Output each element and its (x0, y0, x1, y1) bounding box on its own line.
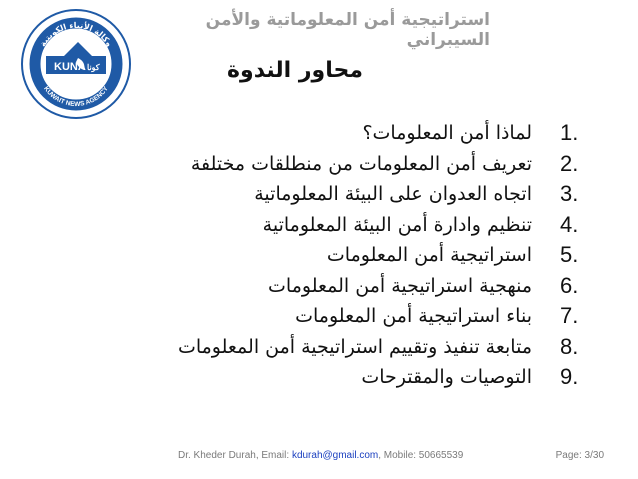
svg-text:KUWAIT NEWS AGENCY: KUWAIT NEWS AGENCY (42, 85, 110, 109)
kuna-logo-icon (20, 8, 132, 120)
list-item-text: اتجاه العدوان على البيئة المعلوماتية (254, 183, 532, 205)
list-item-number: 1. (560, 120, 579, 145)
list-item-text: تنظيم وادارة أمن البيئة المعلوماتية (262, 213, 532, 236)
footer-page-number: Page: 3/30 (555, 450, 604, 461)
list-item-text: تعريف أمن المعلومات من منطلقات مختلفة (190, 152, 532, 175)
list-item-number: 2. (560, 150, 579, 176)
list-item-number: 4. (560, 211, 579, 237)
list-item-number: 9. (560, 364, 579, 389)
list-item (150, 332, 610, 363)
list-item-text: منهجية استراتيجية أمن المعلومات (268, 274, 532, 297)
topics-list (150, 118, 610, 393)
list-item-number: 7. (560, 303, 579, 328)
svg-text:KUNA: KUNA (54, 61, 86, 73)
list-item (150, 271, 610, 302)
list-item (150, 240, 610, 271)
list-item-number: 8. (560, 333, 579, 359)
list-item-number: 6. (560, 272, 579, 298)
list-item-text: بناء استراتيجية أمن المعلومات (295, 305, 532, 327)
slide-title: محاور الندوة (227, 58, 363, 83)
svg-text:وكالة الأنباء الكويتية: وكالة الأنباء الكويتية (38, 20, 114, 49)
list-item (150, 301, 610, 332)
list-item (150, 179, 610, 210)
footer-email-link[interactable]: kdurah@gmail.com (291, 450, 379, 461)
list-item (150, 362, 610, 393)
list-item-text: التوصيات والمقترحات (361, 366, 532, 388)
list-item-number: 5. (560, 242, 579, 267)
list-item-text: استراتيجية أمن المعلومات (326, 244, 532, 266)
list-item (150, 118, 610, 149)
footer-mobile: , Mobile: 50665539 (378, 450, 464, 461)
list-item (150, 149, 610, 180)
list-item-text: متابعة تنفيذ وتقييم استراتيجية أمن المعلومات (177, 335, 532, 358)
footer-author (178, 450, 463, 461)
footer-author-prefix: Dr. Kheder Durah, Email: (178, 450, 292, 461)
list-item-number: 3. (560, 181, 579, 206)
svg-text:كونا: كونا (87, 63, 100, 72)
list-item (150, 210, 610, 241)
header-title: استراتيجية أمن المعلوماتية والأمن السيبراني (205, 10, 490, 50)
list-item-text: لماذا أمن المعلومات؟ (362, 122, 532, 144)
